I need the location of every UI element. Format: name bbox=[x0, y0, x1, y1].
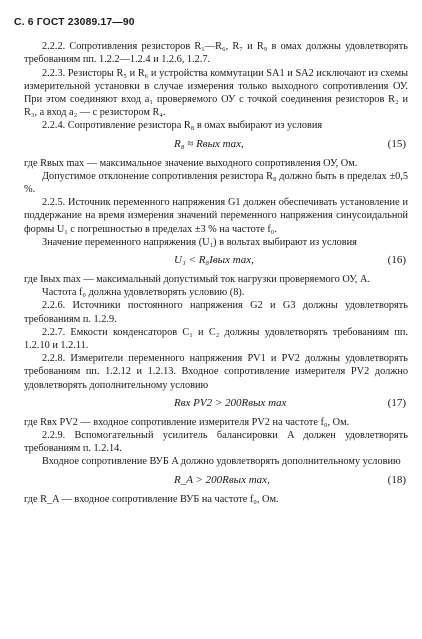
clause-2-2-3: 2.2.3. Резисторы R₅ и R₆ и устройства коммутации SA1 и SA2 исключают из схемы измерительной установки в случае измерения только выходного сопротивления ОУ. При этом соединяют вход a₁ проверяемого ОУ с точкой соединения резисторов R₂ и R₃, а вход a₂ — с резистором R₄. bbox=[24, 67, 408, 119]
formula-16-expression: U₁ < R₈Iвых max, bbox=[174, 254, 254, 267]
frequency-paragraph: Частота f₀ должна удовлетворять условию (8). bbox=[42, 287, 245, 299]
formula-15-expression: R₈ ≈ Rвых max, bbox=[174, 137, 244, 150]
formula-15 bbox=[24, 138, 408, 152]
formula-18-legend: где R_A — входное сопротивление ВУБ на частоте f₀, Ом. bbox=[24, 493, 279, 505]
formula-17-legend: где Rвх PV2 — входное сопротивление измерителя PV2 на частоте f₀, Ом. bbox=[24, 416, 350, 428]
formula-16-number: (16) bbox=[387, 254, 406, 267]
formula-16 bbox=[24, 254, 408, 268]
formula-17 bbox=[24, 397, 408, 411]
formula-17-expression: Rвх PV2 > 200Rвых max bbox=[174, 396, 287, 409]
formula-15-legend: где Rвых max — максимальное значение выходного сопротивления ОУ, Ом. bbox=[24, 157, 358, 169]
input-resistance-paragraph: Входное сопротивление ВУБ A должно удовлетворять дополнительному условию bbox=[42, 456, 401, 468]
voltage-paragraph: Значение переменного напряжения (U₁) в вольтах выбирают из условия bbox=[42, 236, 357, 248]
formula-18-number: (18) bbox=[387, 473, 406, 486]
tolerance-paragraph: Допустимое отклонение сопротивления резистора R₈ должно быть в пределах ±0,5 %. bbox=[24, 170, 408, 196]
clause-2-2-2: 2.2.2. Сопротивления резисторов R₁—R₆, R₇ и R₉ в омах должны удовлетворять требованиям пп. 1.2.2—1.2.4 и 1.2.6, 1.2.7. bbox=[24, 41, 408, 66]
clause-2-2-9: 2.2.9. Вспомогательный усилитель балансировки A должен удовлетворять требованиям п. 1.2.14. bbox=[24, 430, 408, 455]
formula-16-legend: где Iвых max — максимальный допустимый ток нагрузки проверяемого ОУ, А. bbox=[24, 274, 370, 286]
formula-18 bbox=[24, 474, 408, 488]
formula-15-number: (15) bbox=[387, 137, 406, 150]
formula-18-expression: R_A > 200Rвых max, bbox=[174, 473, 270, 486]
page-header: С. 6 ГОСТ 23089.17—90 bbox=[14, 17, 135, 28]
formula-17-number: (17) bbox=[387, 396, 406, 409]
clause-2-2-7: 2.2.7. Емкости конденсаторов C₁ и C₂ должны удовлетворять требованиям пп. 1.2.10 и 1.2.11. bbox=[24, 326, 408, 352]
clause-2-2-8: 2.2.8. Измерители переменного напряжения PV1 и PV2 должны удовлетворять требованиям пп. 1.2.12 и 1.2.13. Входное сопротивление измерителя PV2 должно удовлетворять дополнительному условию bbox=[24, 353, 408, 391]
clause-2-2-4: 2.2.4. Сопротивление резистора R₈ в омах выбирают из условия bbox=[42, 120, 323, 132]
clause-2-2-6: 2.2.6. Источники постоянного напряжения G2 и G3 должны удовлетворять требованиям п. 1.2.9. bbox=[24, 300, 408, 325]
clause-2-2-5: 2.2.5. Источник переменного напряжения G1 должен обеспечивать установление и поддержание на время измерения значений переменного напряжения синусоидальной формы U₁ с погрешностью в пределах ±3 % на частоте f₀. bbox=[24, 197, 408, 235]
